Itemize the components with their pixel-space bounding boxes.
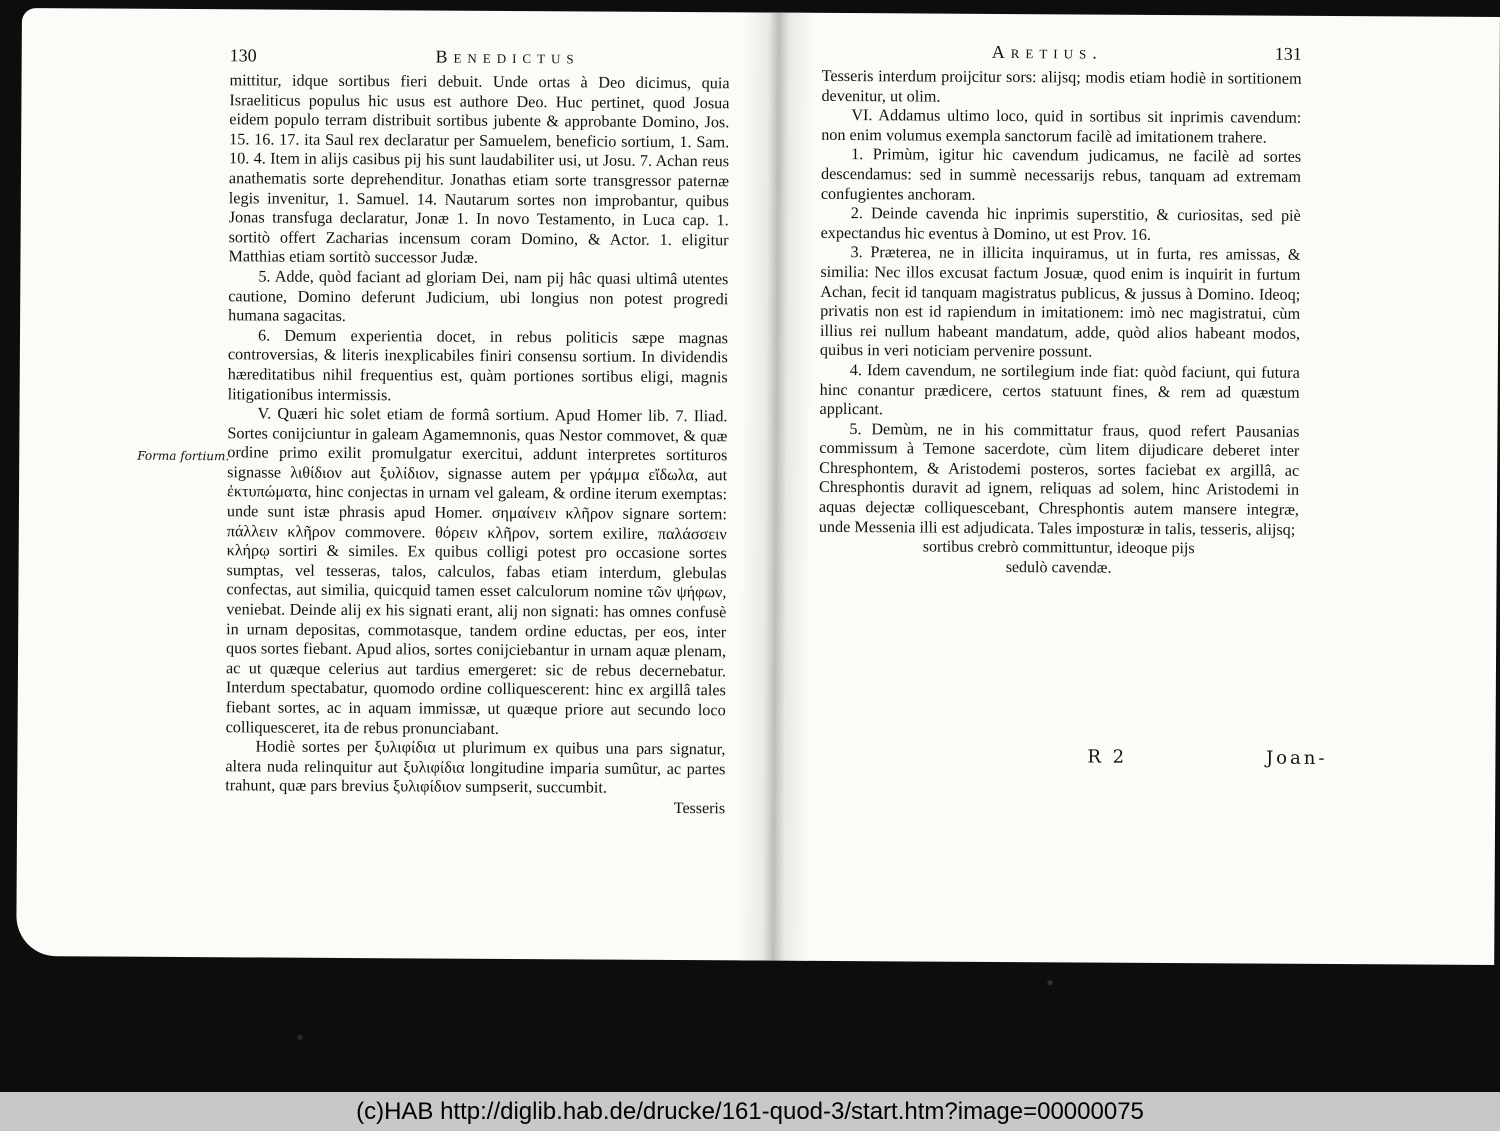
right-page: [819, 41, 1302, 580]
paragraph: 1. Primùm, igitur hic cavendum judicamus, ne facilè ad sortes descendamus: sed in summè necessarijs rebus, tanquam ad extremam confugientes anchoram.: [820, 145, 1302, 204]
signature-row: [1087, 747, 1327, 769]
credit-text: (c)HAB http://diglib.hab.de/drucke/161-quod-3/start.htm?image=00000075: [356, 1097, 1144, 1125]
book-spread: [16, 8, 1500, 965]
signature-mark: R 2: [1087, 746, 1128, 768]
page-number: 130: [229, 45, 257, 66]
running-head: Benedictus: [435, 46, 580, 68]
book-gutter: [738, 12, 814, 960]
paragraph: mittitur, idque sortibus fieri debuit. Unde ortas à Deo dicimus, quia Israeliticus populus hic usus est authore Deo. Huc pertinet, quod Josua eidem populo terram distribuit sortibus jubente & approbante Domino, Jos. 15. 16. 17. ita Saul rex declaratur per Samuelem, beneficio sortium, 1. Sam. 10. 4. Item in alijs casibus pij his sunt laudabiliter usi, ut Josu. 7. Achan reus anathematis sorte deprehenditur. Jonathas etiam sorte transgressor paternæ legis invenitur, 1. Samuel. 14. Nautarum sortes non improbantur, quibus Jonas transfuga declaratur, Jonæ 1. In novo Testamento, in Luca cap. 1. sortitò offert Zacharias incensum coram Domino, & Actor. 1. eligitur Matthias etiam sortitò successor Judæ.: [228, 71, 730, 268]
paragraph: 5. Adde, quòd faciant ad gloriam Dei, nam pij hâc quasi ultimâ utentes cautione, Domino deferunt Judicium, ubi longius non potest progredi humana sagacitas.: [228, 267, 729, 326]
right-page-header: [822, 41, 1302, 70]
left-page-header: [230, 45, 730, 74]
paragraph: Tesseris interdum proijcitur sors: alijsq; modis etiam hodiè in sortitionem devenitur, ut olim.: [821, 66, 1302, 106]
catchword: Joan-: [1265, 747, 1328, 769]
catchword: Tesseris: [673, 799, 726, 818]
credit-footer: [0, 1092, 1500, 1131]
paragraph: V. Quæri hic solet etiam de formâ sortium. Apud Homer lib. 7. Iliad. Sortes conijciuntur in galeam Agamemnonis, quas Nestor commovet, & quæ ordine primo exilit promulgatur exercitui, addunt interpretes sortituros signasse λιθίδιον aut ξυλίδιον, signasse autem per γράμμα εἴδωλα, aut ἐκτυπώματα, hinc conjectas in urnam vel galeam, & ordine iterum exemptas: unde sunt istæ phrasis apud Homer. σημαίνειν κλῆρον signare sortem: πάλλειν κλῆρον commovere. θόρειν κλῆρον, sortem exilire, παλάσσειν κλήρῳ sortiri & similes. Ex quibus colligi potest pro occasione sortes sumptas, vel tesseras, talos, calculos, fabas etiam interdum, glebulas confectas, aut similia, quicquid tamen esset calculorum nomine τῶν ψήφων, veniebat. Deinde alij ex his signati erant, alij non signati: has omnes confusè in urnam depositas, commotasque, tandem ordine eductas, per eos, inter quos sortes fiebant. Apud alios, sortes conijciebantur in urnam aquæ plenam, ac ut quæque celerius aut tardius emergeret: sic de rebus decernebatur. Interdum spectabatur, quomodo ordine colliquescerent: hinc ex argillâ tales fiebant sortes, ac in aquam immissæ, ut quæque priore aut secundo loco colliquesceret, ita de rebus pronunciabant.: [225, 404, 728, 738]
left-page: [225, 45, 730, 834]
page-number: 131: [1274, 43, 1302, 64]
closing-line: sortibus crebrò committuntur, ideoque pijs: [922, 538, 1195, 558]
paragraph: 4. Idem cavendum, ne sortilegium inde fiat: quòd faciunt, qui futura hinc conantur prædicere, certos statuunt fines, & rem ad quæstum applicant.: [819, 360, 1300, 419]
paragraph: 2. Deinde cavenda hic inprimis superstitio, & curiositas, sed piè expectandus hic eventus à Domino, ut est Prov. 16.: [820, 204, 1301, 244]
closing-line: sedulò cavendæ.: [1005, 559, 1112, 577]
paragraph: 6. Demum experientia docet, in rebus politicis sæpe magnas controversias, & literis inexplicabiles finiri consensu sortium. In dividendis hæreditatibus nihil frequentius est, quàm portiones sortibus eligi, magnis litigationibus intermissis.: [227, 326, 729, 404]
running-head: Aretius.: [991, 41, 1103, 63]
paragraph: Hodiè sortes per ξυλιφίδια ut plurimum ex quibus una pars signatur, altera nuda relinquitur aut ξυλιφίδια longitudine imparia sumûtur, ac partes trahunt, quæ pars brevius ξυλιφίδιον sumpserit, succumbit.: [225, 737, 726, 797]
paragraph: 5. Demùm, ne in his committatur fraus, quod refert Pausanias commissum à Temone sacerdote, cùm litem dijudicare deberet inter Chresphontem, & Aristodemi posteros, sortes faciebat ex argillâ, ac Chresphontis duravit ad ignem, reliquas ad solem, hinc Aristodemi in aquas dejectæ colliquescebant, Chresphontis autem mansere integræ, unde Messenia illi est adjudicata. Tales imposturæ in talis, tesseris, alijsq;: [818, 419, 1300, 539]
paragraph: 3. Præterea, ne in illicita inquiramus, ut in furta, res amissas, & similia: Nec illos excusat factum Josuæ, quod enim is inquirit in furtum Achan, fecit id tanquam magistratus publicus, & jussus à Domino. Ideoq; privatis non est id rapiendum in imitationem: imò nec magistratui, cùm illius rei nullum habeant mandatum, adde, quòd alios habeant modos, quibus in veri noticiam pervenire possunt.: [819, 243, 1301, 361]
margin-note: Forma fortium.: [137, 448, 230, 464]
paragraph: VI. Addamus ultimo loco, quid in sortibus sit inprimis cavendum: non enim volumus exempla sanctorum facilè ad imitationem trahere.: [821, 106, 1302, 147]
